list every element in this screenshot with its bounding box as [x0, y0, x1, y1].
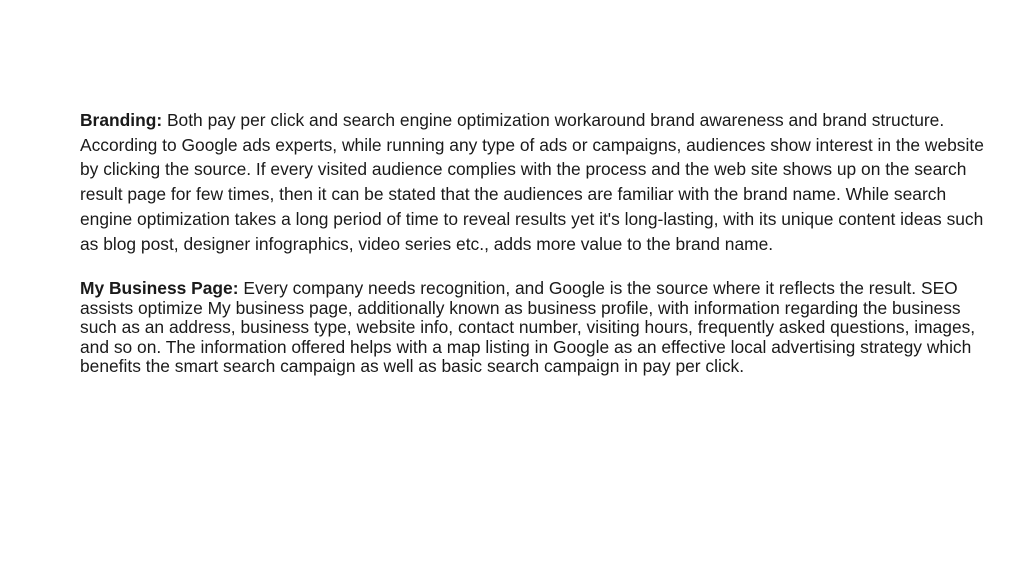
slide-content — [80, 108, 990, 377]
business-page-paragraph — [80, 279, 990, 377]
business-page-text: Every company needs recognition, and Google is the source where it reflects the result. SEO assists optimize My business page, additionally known as business profile, with information regarding the business such as an address, business type, website info, contact number, visiting hours, frequently asked questions, images, and so on. The information offered helps with a map listing in Google as an effective local advertising strategy which benefits the smart search campaign as well as basic search campaign in pay per click. — [80, 278, 976, 377]
branding-text: Both pay per click and search engine optimization workaround brand awareness and brand structure. According to Google ads experts, while running any type of ads or campaigns, audiences show interest in the website by clicking the source. If every visited audience complies with the process and the web site shows up on the search result page for few times, then it can be stated that the audiences are familiar with the brand name. While search engine optimization takes a long period of time to reveal results yet it's long-lasting, with its unique content ideas such as blog post, designer infographics, video series etc., adds more value to the brand name. — [80, 110, 984, 254]
branding-paragraph — [80, 108, 990, 256]
business-page-heading: My Business Page: — [80, 278, 239, 299]
branding-heading: Branding: — [80, 110, 163, 130]
